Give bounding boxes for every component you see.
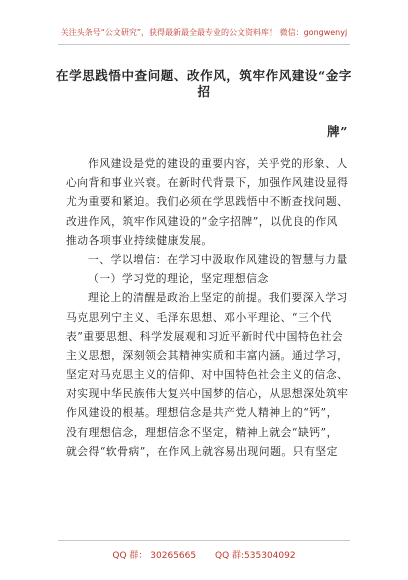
footer-qq-group-1: QQ 群： 30265665 (112, 551, 197, 561)
paragraph-line: 对实现中华民族伟大复兴中国梦的信心，从思想深处筑牢 (66, 387, 349, 401)
header-divider (58, 44, 350, 45)
paragraph-line: 主义思想，深刻领会其精神实质和丰富内涵。通过学习， (66, 348, 349, 362)
subsection-heading: （一）学习党的理论，坚定理想信念 (88, 272, 269, 286)
paragraph-line: 就会得“软骨病”，在作风上就容易出现问题。只有坚定 (66, 444, 338, 458)
paragraph-line: 坚定对马克思主义的信仰、对中国特色社会主义的信念、 (66, 368, 349, 382)
document-title: 在学思践悟中查问题、改作风，筑牢作风建设“金字招 (56, 68, 352, 99)
paragraph-line: 改进作风，筑牢作风建设的“金字招牌”，以优良的作风 (66, 214, 338, 228)
paragraph-line: 心向背和事业兴衰。在新时代背景下，加强作风建设显得 (66, 176, 349, 190)
paragraph-line: 推动各项事业持续健康发展。 (66, 233, 213, 247)
footer-divider (58, 540, 350, 541)
paragraph-line: 马克思列宁主义、毛泽东思想、邓小平理论、“三个代 (66, 310, 332, 324)
section-heading: 一、学以增信：在学习中汲取作风建设的智慧与力量 (88, 252, 348, 266)
paragraph-line: 理论上的清醒是政治上坚定的前提。我们要深入学习 (88, 291, 348, 305)
paragraph-line: 没有理想信念，理想信念不坚定，精神上就会“缺钙”， (66, 425, 338, 439)
footer-qq-group-2: QQ 群:535304092 (214, 551, 296, 561)
document-title-continued: 牌” (327, 124, 348, 139)
footer-contact (0, 548, 408, 561)
paragraph-line: 作风建设的根基。理想信念是共产党人精神上的“钙”， (66, 406, 338, 420)
document-body (66, 154, 352, 461)
paragraph-line: 表”重要思想、科学发展观和习近平新时代中国特色社会 (66, 329, 344, 343)
paragraph-line: 作风建设是党的建设的重要内容，关乎党的形象、人 (88, 157, 348, 170)
header-promo-note: 关注头条号“公文研究”，获得最新最全最专业的公文资料库！ 微信：gongwenyj (60, 28, 348, 37)
paragraph-line: 尤为重要和紧迫。我们必须在学思践悟中不断查找问题、 (66, 195, 349, 209)
